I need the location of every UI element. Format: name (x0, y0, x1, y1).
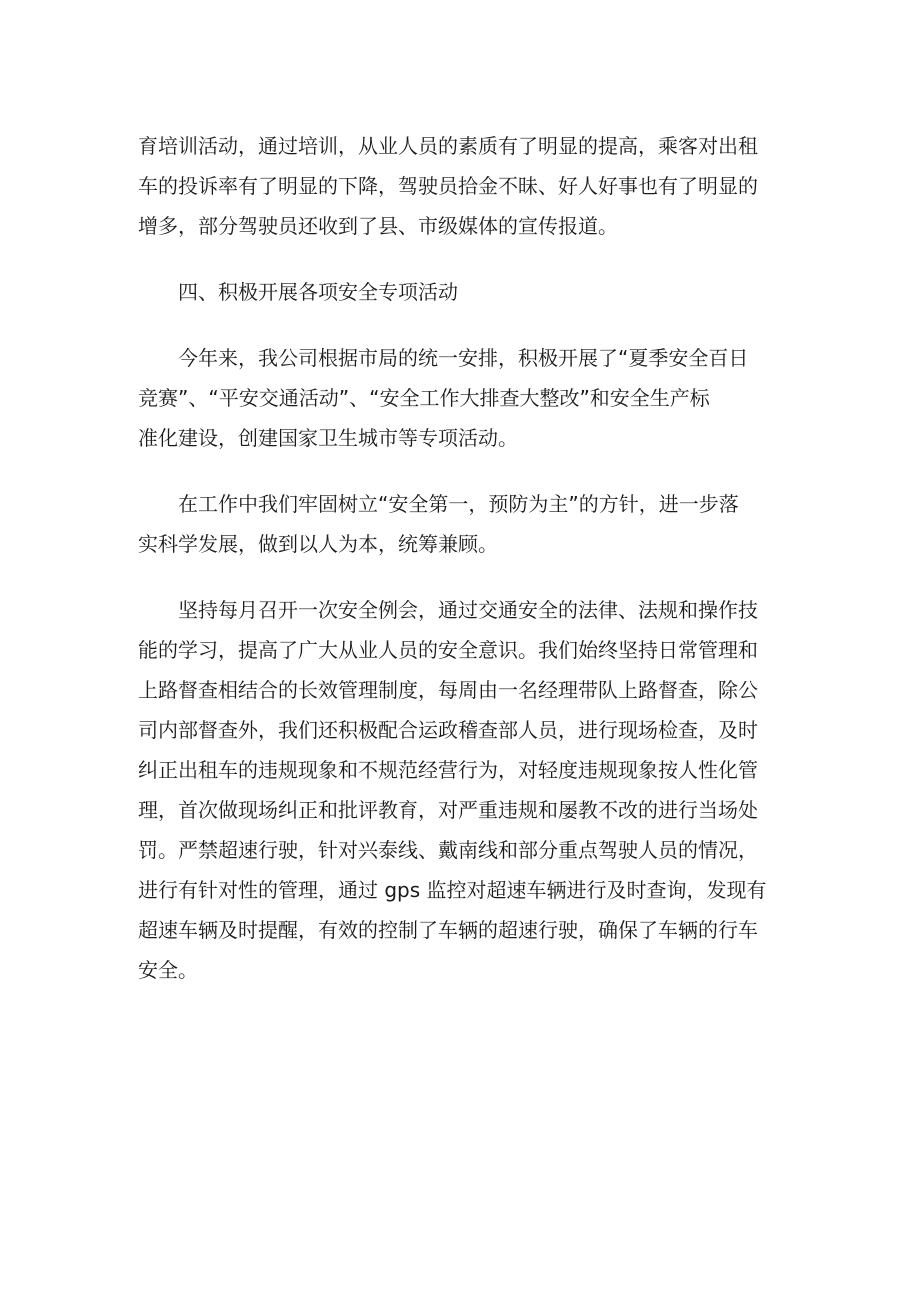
text-line: 增多，部分驾驶员还收到了县、市级媒体的宣传报道。 (138, 214, 618, 238)
text-line: 超速车辆及时提醒，有效的控制了车辆的超速行驶，确保了车辆的行车 (138, 918, 758, 942)
text-line: 今年来，我公司根据市局的统一安排，积极开展了“夏季安全百日 (178, 346, 749, 370)
document-body (138, 126, 774, 990)
paragraph-monthly-meetings (138, 590, 774, 990)
text-line: 进行有针对性的管理，通过 gps 监控对超速车辆进行及时查询，发现有 (138, 878, 767, 902)
text-line: 纠正出租车的违规现象和不规范经营行为，对轻度违规现象按人性化管 (138, 758, 758, 782)
text-line: 上路督查相结合的长效管理制度，每周由一名经理带队上路督查，除公 (138, 678, 758, 702)
text-line: 准化建设，创建国家卫生城市等专项活动。 (138, 426, 518, 450)
text-line: 理，首次做现场纠正和批评教育，对严重违规和屡教不改的进行当场处 (138, 798, 758, 822)
text-line: 坚持每月召开一次安全例会，通过交通安全的法律、法规和操作技 (178, 598, 758, 622)
text-line: 育培训活动，通过培训，从业人员的素质有了明显的提高，乘客对出租 (138, 134, 758, 158)
section-heading (138, 272, 774, 312)
paragraph-safety-policy (138, 484, 774, 564)
paragraph-training-results (138, 126, 774, 246)
text-line: 安全。 (138, 958, 198, 982)
text-line: 竞赛”、“平安交通活动”、“安全工作大排查大整改”和安全生产标 (138, 386, 710, 410)
text-line: 罚。严禁超速行驶，针对兴泰线、戴南线和部分重点驾驶人员的情况， (138, 838, 758, 862)
heading-text: 四、积极开展各项安全专项活动 (178, 280, 458, 304)
text-line: 在工作中我们牢固树立“安全第一，预防为主”的方针，进一步落 (178, 492, 739, 516)
text-line: 实科学发展，做到以人为本，统筹兼顾。 (138, 532, 498, 556)
paragraph-special-activities (138, 338, 774, 458)
text-line: 能的学习，提高了广大从业人员的安全意识。我们始终坚持日常管理和 (138, 638, 758, 662)
text-line: 车的投诉率有了明显的下降，驾驶员拾金不昧、好人好事也有了明显的 (138, 174, 758, 198)
text-line: 司内部督查外，我们还积极配合运政稽查部人员，进行现场检查，及时 (138, 718, 758, 742)
